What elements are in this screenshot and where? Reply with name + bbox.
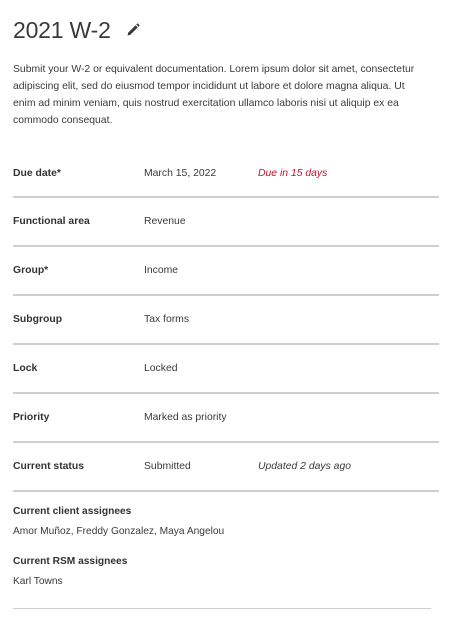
field-row-functional-area bbox=[13, 198, 439, 247]
field-row-priority bbox=[13, 394, 439, 443]
due-countdown: Due in 15 days bbox=[258, 168, 328, 179]
field-value: Tax forms bbox=[144, 314, 190, 325]
status-updated-note: Updated 2 days ago bbox=[258, 461, 352, 472]
field-label: Lock bbox=[13, 363, 38, 374]
field-value: Income bbox=[144, 265, 179, 276]
field-value: March 15, 2022 bbox=[144, 168, 217, 179]
pencil-icon[interactable] bbox=[125, 22, 141, 38]
page-title: 2021 W-2 bbox=[13, 16, 111, 43]
bottom-divider bbox=[13, 608, 431, 609]
client-assignees bbox=[13, 506, 439, 542]
title-row bbox=[13, 15, 439, 45]
field-value: Marked as priority bbox=[144, 412, 227, 423]
field-value: Locked bbox=[144, 363, 178, 374]
field-label: Current status bbox=[13, 461, 85, 472]
field-label: Due date* bbox=[13, 168, 61, 179]
field-label: Group* bbox=[13, 265, 49, 276]
field-label: Functional area bbox=[13, 216, 90, 227]
rsm-assignees bbox=[13, 556, 439, 592]
field-row-lock bbox=[13, 345, 439, 394]
field-value: Submitted bbox=[144, 461, 191, 472]
field-row-due-date bbox=[13, 151, 439, 198]
field-label: Priority bbox=[13, 412, 50, 423]
field-row-current-status bbox=[13, 443, 439, 492]
client-assignees-value: Amor Muñoz, Freddy Gonzalez, Maya Angelou bbox=[13, 526, 225, 537]
rsm-assignees-label: Current RSM assignees bbox=[13, 556, 128, 567]
field-list bbox=[13, 151, 439, 492]
field-row-subgroup bbox=[13, 296, 439, 345]
field-value: Revenue bbox=[144, 216, 186, 227]
task-detail-panel bbox=[13, 0, 439, 592]
rsm-assignees-value: Karl Towns bbox=[13, 576, 63, 587]
client-assignees-label: Current client assignees bbox=[13, 506, 132, 517]
field-label: Subgroup bbox=[13, 314, 63, 325]
field-row-group bbox=[13, 247, 439, 296]
task-description: Submit your W-2 or equivalent documentation. Lorem ipsum dolor sit amet, consectetur adipiscing elit, sed do eiusmod tempor incididunt ut labore et dolore magna aliqua. Ut enim ad minim veniam, quis nostrud exercitation ullamco laboris nisi ut aliquip ex ea commodo consequat. bbox=[13, 64, 415, 126]
